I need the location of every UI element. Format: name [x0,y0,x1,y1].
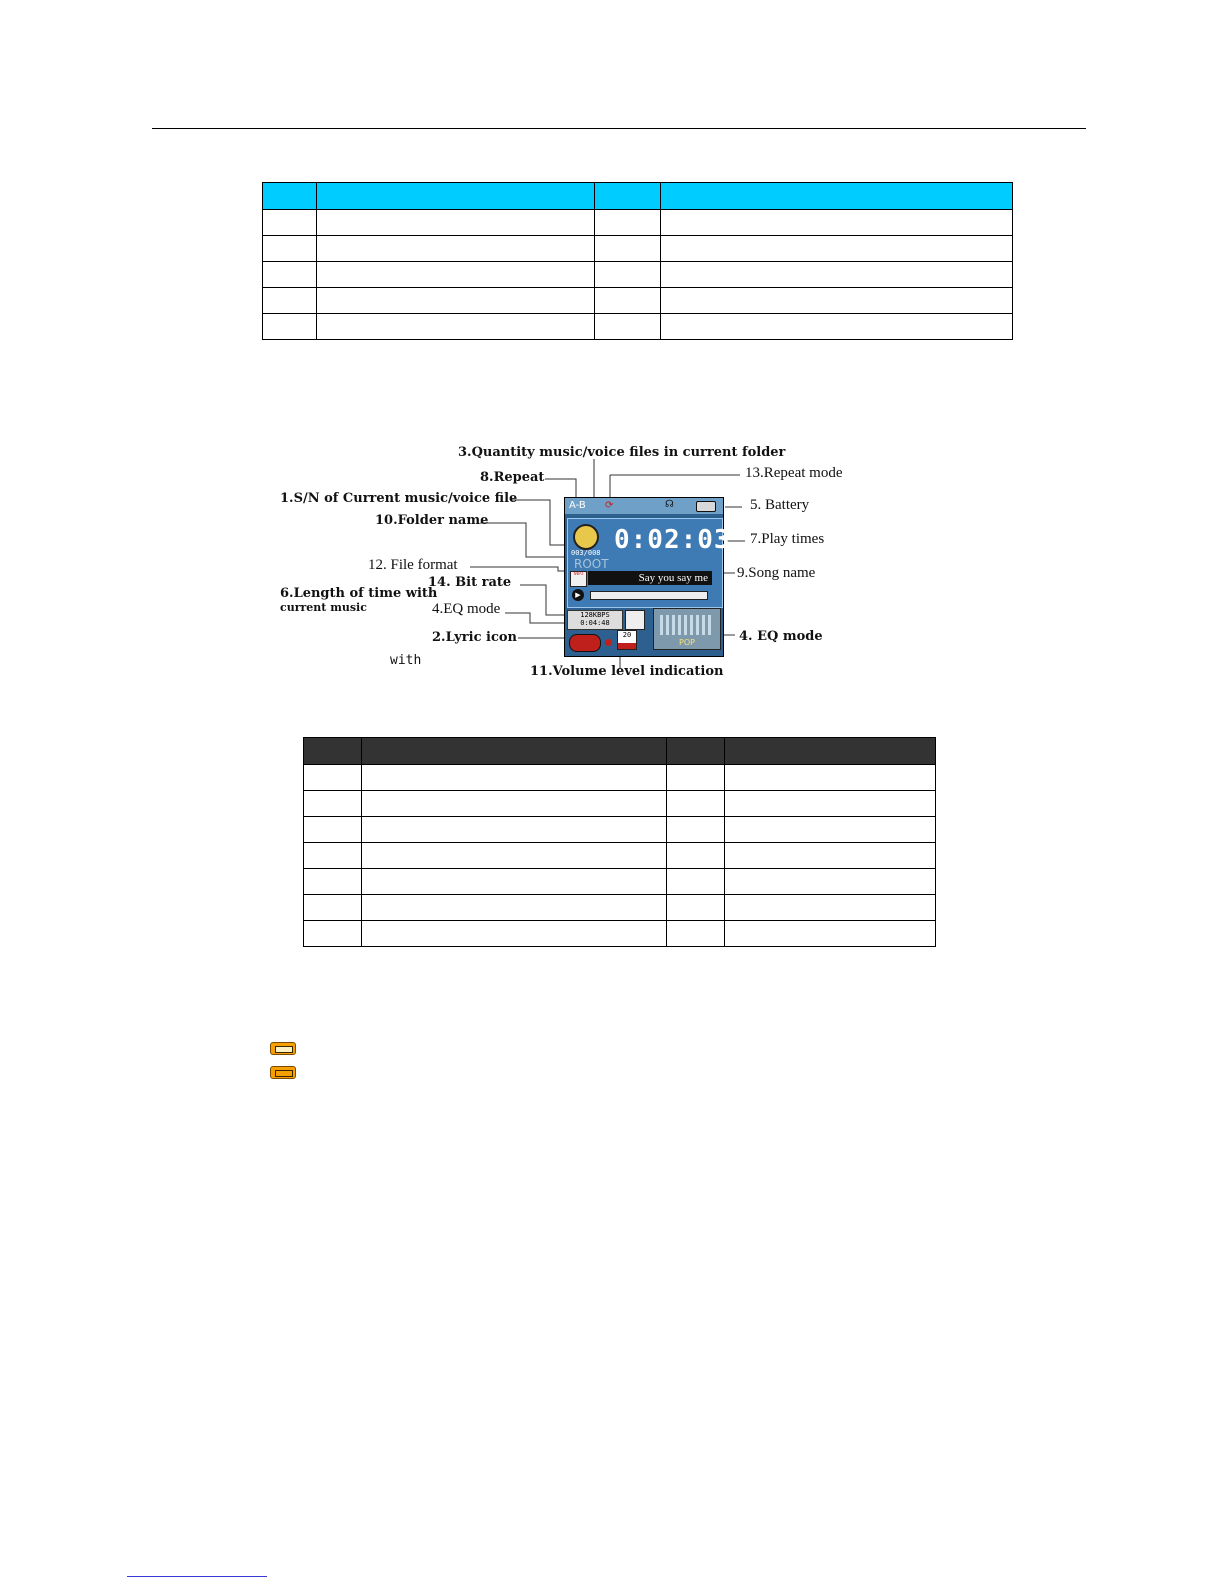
label-repeat: 8.Repeat [480,470,545,485]
progress-bar [590,591,708,600]
play-icon: ▶ [572,589,584,601]
table-top [262,182,1013,340]
volume-bar [618,643,636,649]
label-repeat-mode: 13.Repeat mode [745,465,843,481]
table-row [263,236,1013,262]
player-panel [567,518,731,608]
table-header-row [263,183,1013,210]
table-row [263,288,1013,314]
table-row [263,262,1013,288]
table-row [304,765,936,791]
full-battery-icon [270,1042,296,1055]
repeat-mode-icon: ⟳ [605,500,614,511]
eq-small-icon [625,610,645,630]
eq-icon [653,608,721,650]
lyric-icon [569,634,601,652]
player-diagram [280,445,860,690]
label-eq-mode-right: 4. EQ mode [739,629,823,644]
track-counter: 003/008 [571,549,601,557]
player-screen [564,497,731,657]
label-sn: 1.S/N of Current music/voice file [280,491,518,506]
eq-bars [660,615,714,635]
battery-icon [696,501,716,512]
low-battery-icon [270,1066,296,1079]
label-file-format: 12. File format [368,557,458,573]
eq-preset: POP [679,638,695,647]
table-row [304,791,936,817]
table-row [304,895,936,921]
table-row [263,210,1013,236]
disc-icon [573,524,599,550]
bitrate-value: 128KBPS [580,611,610,619]
bitrate-display [567,610,623,630]
label-with: with [390,653,422,668]
repeat-ab-icon: A-B [569,500,586,511]
play-time: 0:02:03 [614,525,731,555]
label-length-line2: current music [280,601,367,614]
file-format-icon: MP3 [570,571,587,587]
label-bit-rate: 14. Bit rate [428,575,512,590]
header-rule [152,128,1086,129]
table-header-row [304,738,936,765]
record-dot-icon [605,639,612,646]
label-battery: 5. Battery [750,497,810,513]
volume-value: 20 [622,631,632,639]
label-volume: 11.Volume level indication [530,664,724,679]
table-row [304,843,936,869]
table-row [304,921,936,947]
label-lyric-icon: 2.Lyric icon [432,630,518,645]
folder-name: ROOT [574,557,609,571]
label-quantity: 3.Quantity music/voice files in current folder [458,445,786,460]
footnote-rule [127,1576,267,1577]
label-length-line1: 6.Length of time with [280,586,438,601]
table-bottom [303,737,936,947]
label-play-times: 7.Play times [750,531,825,547]
label-folder-name: 10.Folder name [375,513,489,528]
volume-icon [617,630,637,650]
track-length: 0:04:48 [580,619,610,627]
table-row [304,869,936,895]
song-name: Say you say me [588,571,712,585]
label-eq-mode-left: 4.EQ mode [432,601,501,617]
headphone-icon: ☊ [665,499,674,510]
table-row [263,314,1013,340]
table-row [304,817,936,843]
label-song-name: 9.Song name [737,565,816,581]
status-bar [565,498,723,514]
